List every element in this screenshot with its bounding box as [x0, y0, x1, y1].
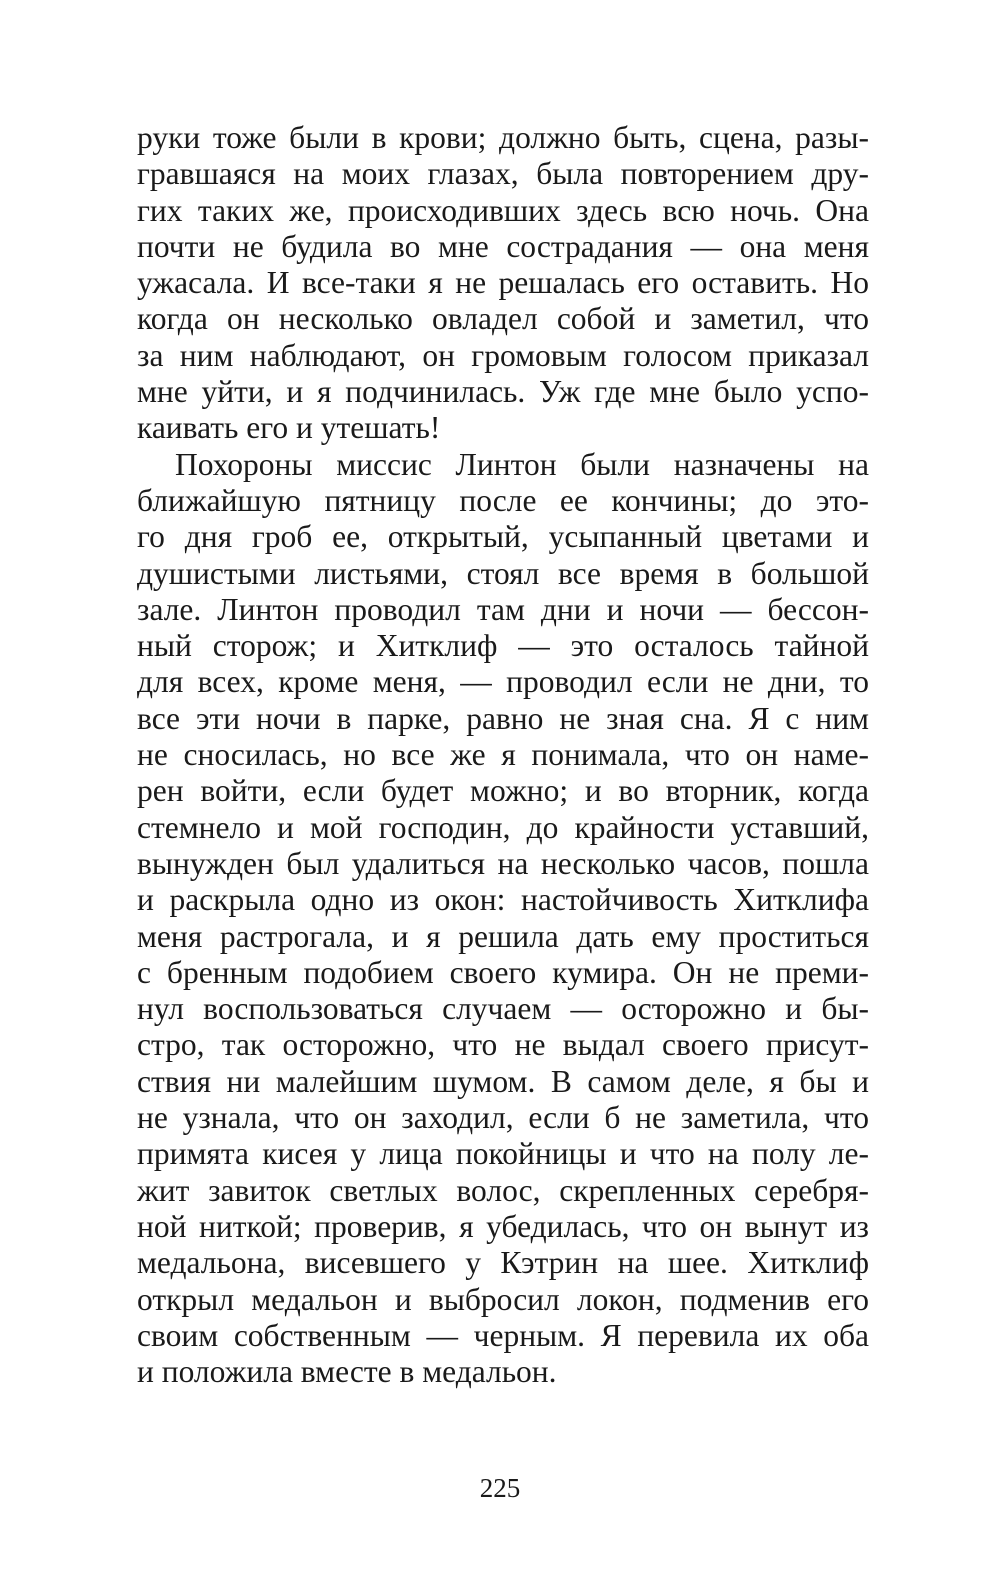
- paragraph-1: [137, 120, 869, 447]
- text-line: ужасала. И все-таки я не решалась его оставить. Но: [137, 265, 869, 301]
- text-line: и положила вместе в медальон.: [137, 1354, 557, 1390]
- text-line: за ним наблюдают, он громовым голосом приказал: [137, 337, 869, 373]
- text-line: почти не будила во мне сострадания — она меня: [137, 228, 869, 264]
- text-line: когда он несколько овладел собой и заметил, что: [137, 301, 869, 337]
- text-line: меня растрогала, и я решила дать ему проститься: [137, 918, 869, 954]
- text-line: и раскрыла одно из окон: настойчивость Хитклифа: [137, 882, 869, 918]
- text-line: ствия ни малейшим шумом. В самом деле, я бы и: [137, 1063, 869, 1099]
- text-line: зале. Линтон проводил там дни и ночи — бессон-: [137, 591, 869, 627]
- text-line: гравшаяся на моих глазах, была повторением дру-: [137, 156, 869, 192]
- text-line: нул воспользоваться случаем — осторожно и бы-: [137, 991, 869, 1027]
- body-text: [137, 120, 869, 1390]
- text-line: гих таких же, происходивших здесь всю ночь. Она: [137, 192, 869, 228]
- text-line: медальона, висевшего у Кэтрин на шее. Хитклиф: [137, 1245, 869, 1281]
- text-line: стемнело и мой господин, до крайности уставший,: [137, 809, 869, 845]
- page-number: 225: [479, 1473, 521, 1503]
- text-line: стро, так осторожно, что не выдал своего присут-: [137, 1027, 869, 1063]
- text-line: рен войти, если будет можно; и во вторник, когда: [137, 773, 869, 809]
- text-line: не узнала, что он заходил, если б не заметила, что: [137, 1100, 869, 1136]
- text-line: руки тоже были в крови; должно быть, сцена, разы-: [137, 120, 869, 155]
- text-line: ближайшую пятницу после ее кончины; до это-: [137, 482, 869, 518]
- text-line: с бренным подобием своего кумира. Он не преми-: [137, 954, 869, 990]
- text-line: ной ниткой; проверив, я убедилась, что он вынут из: [137, 1208, 869, 1244]
- text-line: жит завиток светлых волос, скрепленных серебря-: [137, 1172, 869, 1208]
- text-line: Похороны миссис Линтон были назначены на: [175, 446, 869, 482]
- text-line: душистыми листьями, стоял все время в большой: [137, 555, 869, 591]
- text-line: каивать его и утешать!: [137, 410, 441, 446]
- text-line: ный сторож; и Хитклиф — это осталось тайной: [137, 628, 869, 664]
- text-line: примята кисея у лица покойницы и что на полу ле-: [137, 1136, 869, 1172]
- text-line: мне уйти, и я подчинилась. Уж где мне было успо-: [137, 374, 869, 410]
- text-line: го дня гроб ее, открытый, усыпанный цветами и: [137, 519, 869, 555]
- paragraph-2: [137, 447, 869, 1391]
- text-line: для всех, кроме меня, — проводил если не дни, то: [137, 664, 869, 700]
- text-line: своим собственным — черным. Я перевила их оба: [137, 1317, 869, 1353]
- text-line: открыл медальон и выбросил локон, подменив его: [137, 1281, 869, 1317]
- text-line: не сносилась, но все же я понимала, что он наме-: [137, 737, 869, 773]
- text-line: вынужден был удалиться на несколько часов, пошла: [137, 845, 869, 881]
- text-line: все эти ночи в парке, равно не зная сна. Я с ним: [137, 700, 869, 736]
